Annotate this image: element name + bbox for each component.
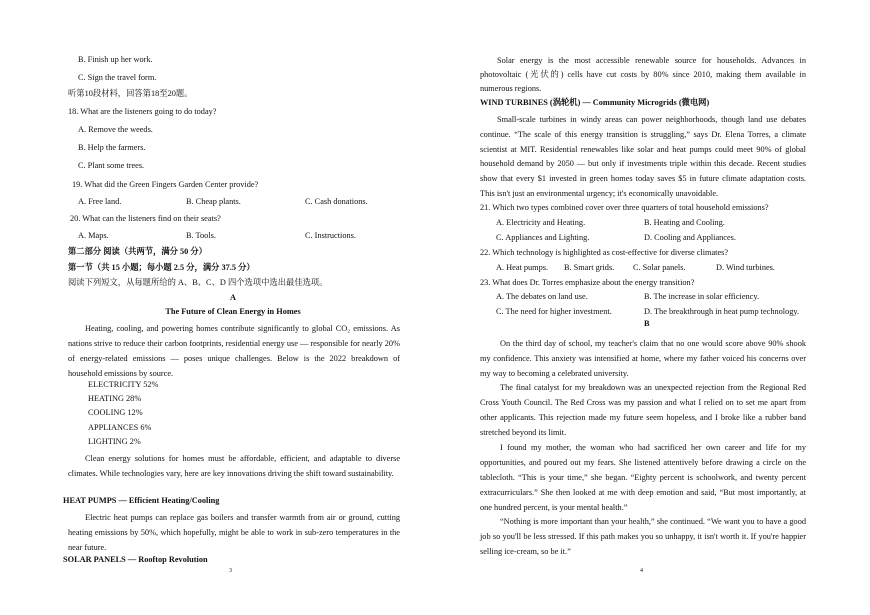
q23-option-d: D. The breakthrough in heat pump technology. [644,307,800,316]
passage-b-paragraph-1: On the third day of school, my teacher's claim that no one would score above 90% shook my confidence. This anxiety was intensified at home, where my father voiced his concerns over my way to becoming a celebrated university. [480,339,806,378]
passage-a-solutions: Clean energy solutions for homes must be affordable, efficient, and adaptable to diverse climates. While technologies vary, here are key innovations driving the shift toward sustainability. [68,454,400,478]
option-b-prev: B. Finish up her work. [78,55,153,64]
passage-title: The Future of Clean Energy in Homes [165,307,301,316]
wind-paragraph: Small-scale turbines in windy areas can power neighborhoods, though land use debates continue. “The scale of this energy transition is struggling,” says Dr. Elena Torres, a climate scientist at MIT. Residential renewables like solar and heat pumps could meet 90% of global household demand by 2050 — but only if investments triple within this decade. Recent studies show that every $1 invested in green homes today saves $5 in future climate adaptation costs. This isn't just an environmental urgency; it's economically unavoidable. [480,115,806,198]
question-20: 20. What can the listeners find on their seats? [70,214,221,223]
q18-option-a: A. Remove the weeds. [78,125,153,134]
heat-pumps-heading: HEAT PUMPS — Efficient Heating/Cooling [63,496,220,505]
q19-option-a: A. Free land. [78,197,122,206]
heat-pumps-paragraph: Electric heat pumps can replace gas boilers and transfer warmth from air or ground, cutting heating emissions by 50%, which hopefully, might be able to work in sub-zero temperatures in the near future. [68,513,400,552]
question-21: 21. Which two types combined cover over three quarters of total household emissions? [480,203,769,212]
passage-letter-a: A [230,293,236,302]
q22-option-c: C. Solar panels. [633,263,686,272]
passage-b-paragraph-2: The final catalyst for my breakdown was an unexpected rejection from the Regional Red Cross Youth Council. The Red Cross was my passion and what I relied on to set me apart from other applicants. This rejection made my future seem hopeless, and I broke like a rubber band stretched beyond its limit. [480,383,806,437]
q18-option-b: B. Help the farmers. [78,143,146,152]
question-18: 18. What are the listeners going to do today? [68,107,217,116]
question-19: 19. What did the Green Fingers Garden Center provide? [72,180,259,189]
section-one-instruction: 阅读下列短文，从每题所给的 A、B、C、D 四个选项中选出最佳选项。 [68,278,328,287]
stat-appliances: APPLIANCES 6% [88,423,152,432]
q21-option-d: D. Cooling and Appliances. [644,233,736,242]
q21-option-c: C. Appliances and Lighting. [496,233,590,242]
q23-option-b: B. The increase in solar efficiency. [644,292,760,301]
wind-turbines-heading: WIND TURBINES (涡轮机) — Community Microgrids (微电网) [480,98,710,107]
q22-option-b: B. Smart grids. [564,263,615,272]
passage-b-paragraph-3: I found my mother, the woman who had sacrificed her own career and life for my opportunities, and poured out my fears. She listened attentively before drawing a circle on the tablecloth. “This is your time,” she began. “Eighty percent is schoolwork, and twenty percent extracurriculars.” She then looked at me with deep emotion and said, “But most importantly, at one hundred percent, is your mental health.” [480,443,806,512]
stat-cooling: COOLING 12% [88,408,143,417]
passage-a-intro: Heating, cooling, and powering homes contribute significantly to global CO₂ emissions. As nations strive to reduce their carbon footprints, residential energy use — responsible for nearly 20% of energy-related emissions — poses unique challenges. Below is the 2022 breakdown of household emissions by source. [68,324,400,378]
section-one-heading: 第一节（共 15 小题；每小题 2.5 分，满分 37.5 分） [68,263,255,272]
question-22: 22. Which technology is highlighted as cost-effective for diverse climates? [480,248,729,257]
q20-option-c: C. Instructions. [305,231,356,240]
q23-option-c: C. The need for higher investment. [496,307,612,316]
stat-lighting: LIGHTING 2% [88,437,141,446]
q18-option-c: C. Plant some trees. [78,161,145,170]
q19-option-c: C. Cash donations. [305,197,368,206]
solar-panels-heading: SOLAR PANELS — Rooftop Revolution [63,555,208,564]
stat-heating: HEATING 28% [88,394,142,403]
page-number-3: 3 [229,568,232,574]
stat-electricity: ELECTRICITY 52% [88,380,159,389]
q21-option-a: A. Electricity and Heating. [496,218,586,227]
listening-instruction: 听第10段材料，回答第18至20题。 [68,89,193,98]
solar-paragraph: Solar energy is the most accessible renewable source for households. Advances in photovoltaic (光伏的) cells have cut costs by 80% since 2010, making them available in numerous regions. [480,56,806,93]
page-number-4: 4 [640,568,643,574]
part-two-heading: 第二部分 阅读（共两节，满分 50 分） [68,247,207,256]
question-23: 23. What does Dr. Torres emphasize about the energy transition? [480,278,695,287]
q22-option-a: A. Heat pumps. [496,263,549,272]
q20-option-b: B. Tools. [186,231,216,240]
passage-b-paragraph-4: “Nothing is more important than your health,” she continued. “We want you to have a good job so you'll be less stressed. If this path makes you so unhappy, it isn't worth it. If you're happier selling ice-cream, so be it.” [480,517,806,556]
q21-option-b: B. Heating and Cooling. [644,218,725,227]
q22-option-d: D. Wind turbines. [716,263,775,272]
q23-option-a: A. The debates on land use. [496,292,588,301]
q20-option-a: A. Maps. [78,231,109,240]
q19-option-b: B. Cheap plants. [186,197,241,206]
option-c-prev: C. Sign the travel form. [78,73,157,82]
passage-letter-b: B [644,319,650,328]
